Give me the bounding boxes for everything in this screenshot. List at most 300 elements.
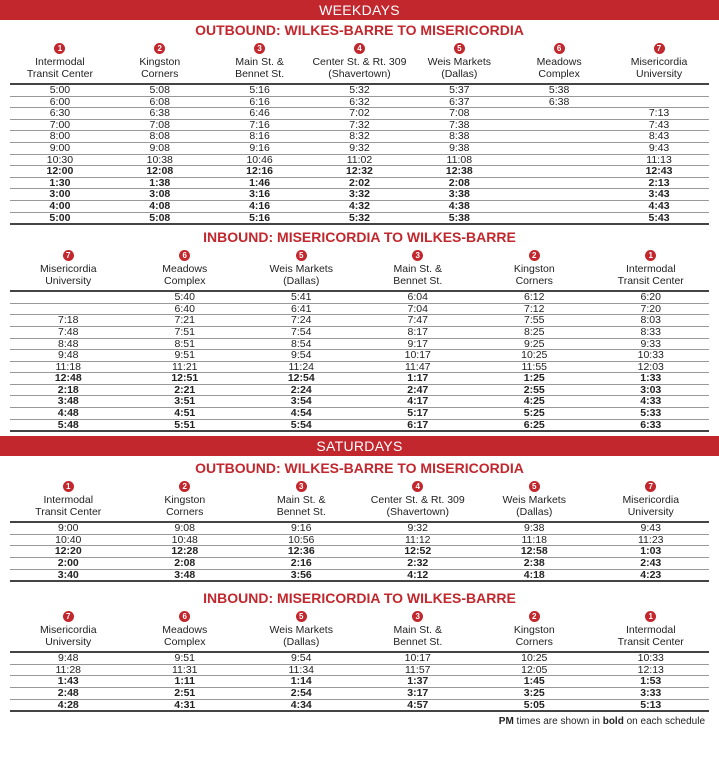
time-cell: 1:45 [476, 676, 593, 688]
time-cell: 10:48 [127, 534, 244, 546]
time-cell: 7:08 [409, 108, 509, 120]
time-cell: 11:18 [10, 361, 127, 373]
stop-name: Transit Center [26, 68, 93, 80]
time-cell: 12:13 [593, 664, 710, 676]
time-cell: 2:51 [127, 688, 244, 700]
time-cell: 9:08 [127, 522, 244, 534]
time-cell [609, 96, 709, 108]
time-cell: 8:08 [110, 131, 210, 143]
time-cell: 5:38 [409, 212, 509, 224]
stop-number-badge: 6 [179, 611, 190, 622]
stop-name: Center St. & Rt. 309 [312, 56, 407, 68]
stop-number-badge: 1 [54, 43, 65, 54]
time-cell: 1:30 [10, 177, 110, 189]
time-cell: 7:38 [409, 119, 509, 131]
schedule-table [10, 40, 709, 225]
time-cell: 5:43 [609, 212, 709, 224]
stop-name: (Dallas) [283, 275, 320, 288]
stop-header [360, 478, 477, 522]
time-cell: 11:55 [476, 361, 593, 373]
time-cell: 4:38 [409, 200, 509, 212]
time-cell: 2:08 [127, 558, 244, 570]
time-cell: 5:32 [310, 84, 410, 96]
table-row [10, 676, 709, 688]
time-cell: 1:03 [593, 546, 710, 558]
table-row [10, 142, 709, 154]
stop-name: Corners [141, 68, 179, 80]
stop-header [476, 478, 593, 522]
time-cell: 7:21 [127, 315, 244, 327]
time-cell: 3:54 [243, 396, 360, 408]
stop-number-badge: 5 [296, 611, 307, 622]
time-cell: 3:38 [409, 189, 509, 201]
time-cell: 4:43 [609, 200, 709, 212]
stop-name: Corners [515, 275, 553, 288]
stop-name: University [45, 636, 92, 649]
time-cell [509, 200, 609, 212]
time-cell: 12:16 [210, 166, 310, 178]
table-row [10, 558, 709, 570]
time-cell: 11:34 [243, 664, 360, 676]
stop-header [593, 247, 710, 291]
table-row [10, 96, 709, 108]
time-cell: 1:37 [360, 676, 477, 688]
time-cell [509, 119, 609, 131]
stop-number-badge: 6 [554, 43, 565, 54]
stop-header [509, 40, 609, 84]
time-cell: 7:54 [243, 326, 360, 338]
stop-name: Weis Markets [427, 56, 491, 68]
stop-header [409, 40, 509, 84]
time-cell: 6:17 [360, 419, 477, 431]
table-row [10, 177, 709, 189]
saturdays-banner: SATURDAYS [0, 436, 719, 456]
table-row [10, 154, 709, 166]
time-cell: 7:13 [609, 108, 709, 120]
time-cell: 7:24 [243, 315, 360, 327]
stop-header [127, 478, 244, 522]
time-cell: 11:23 [593, 534, 710, 546]
time-cell: 10:25 [476, 350, 593, 362]
time-cell: 4:31 [127, 699, 244, 711]
stop-number-badge: 3 [254, 43, 265, 54]
stop-number-badge: 2 [154, 43, 165, 54]
header-row [10, 40, 709, 84]
time-cell: 6:16 [210, 96, 310, 108]
stop-name: Center St. & Rt. 309 [370, 494, 465, 507]
table-row [10, 522, 709, 534]
time-cell: 7:20 [593, 303, 710, 315]
stop-name: Bennet St. [235, 68, 285, 80]
time-cell [509, 212, 609, 224]
time-cell: 7:12 [476, 303, 593, 315]
stop-number-badge: 5 [454, 43, 465, 54]
stop-name: (Shavertown) [328, 68, 391, 80]
stop-number-badge: 1 [63, 481, 74, 492]
time-cell: 7:00 [10, 119, 110, 131]
time-cell: 3:32 [310, 189, 410, 201]
time-cell: 10:40 [10, 534, 127, 546]
table-row [10, 688, 709, 700]
stop-name: Transit Center [617, 275, 684, 288]
time-cell: 2:43 [593, 558, 710, 570]
stop-header [243, 608, 360, 652]
time-cell: 8:16 [210, 131, 310, 143]
time-cell: 1:17 [360, 373, 477, 385]
stop-name: Intermodal [43, 494, 94, 507]
time-cell: 4:34 [243, 699, 360, 711]
stop-name: (Shavertown) [386, 506, 449, 519]
time-cell: 5:51 [127, 419, 244, 431]
footnote [0, 712, 719, 727]
time-cell: 6:00 [10, 96, 110, 108]
stop-number-badge: 7 [63, 250, 74, 261]
time-cell: 5:00 [10, 84, 110, 96]
time-cell: 3:17 [360, 688, 477, 700]
time-cell: 6:08 [110, 96, 210, 108]
stop-name: Bennet St. [393, 636, 443, 649]
stop-name: Complex [538, 68, 580, 80]
time-cell: 5:17 [360, 408, 477, 420]
time-cell: 2:18 [10, 384, 127, 396]
time-cell: 9:38 [409, 142, 509, 154]
table-row [10, 326, 709, 338]
time-cell: 3:56 [243, 569, 360, 581]
time-cell: 8:00 [10, 131, 110, 143]
stop-header [127, 608, 244, 652]
time-cell: 5:08 [110, 212, 210, 224]
time-cell: 2:08 [409, 177, 509, 189]
time-cell: 4:08 [110, 200, 210, 212]
time-cell: 4:33 [593, 396, 710, 408]
time-cell: 5:54 [243, 419, 360, 431]
stop-name: (Dallas) [283, 636, 320, 649]
time-cell: 7:43 [609, 119, 709, 131]
time-cell: 4:18 [476, 569, 593, 581]
table-row [10, 131, 709, 143]
time-cell: 6:20 [593, 291, 710, 303]
stop-header [593, 478, 710, 522]
time-cell: 7:16 [210, 119, 310, 131]
time-cell: 7:51 [127, 326, 244, 338]
table-row [10, 315, 709, 327]
stop-name: Intermodal [625, 263, 676, 276]
time-cell: 11:12 [360, 534, 477, 546]
footnote-text: on each schedule [623, 716, 705, 728]
time-cell [509, 154, 609, 166]
time-cell: 10:38 [110, 154, 210, 166]
time-cell: 9:51 [127, 350, 244, 362]
table-row [10, 166, 709, 178]
time-cell: 12:28 [127, 546, 244, 558]
stop-name: Kingston [513, 624, 555, 637]
stop-name: University [635, 68, 683, 80]
table-row [10, 84, 709, 96]
stop-name: Corners [166, 506, 204, 519]
time-cell: 6:25 [476, 419, 593, 431]
time-cell: 5:13 [593, 699, 710, 711]
stop-header [310, 40, 410, 84]
time-cell: 7:08 [110, 119, 210, 131]
stop-name: Misericordia [39, 263, 97, 276]
time-cell: 3:48 [10, 396, 127, 408]
time-cell: 9:54 [243, 350, 360, 362]
time-cell: 9:32 [310, 142, 410, 154]
stop-name: Main St. & [235, 56, 284, 68]
time-cell: 9:54 [243, 652, 360, 664]
schedule-table-saturday-inbound [10, 608, 709, 712]
stop-name: Bennet St. [393, 275, 443, 288]
time-cell: 12:32 [310, 166, 410, 178]
time-cell: 1:38 [110, 177, 210, 189]
time-cell: 9:33 [593, 338, 710, 350]
time-cell: 1:43 [10, 676, 127, 688]
time-cell: 12:43 [609, 166, 709, 178]
stop-header [476, 247, 593, 291]
time-cell: 2:21 [127, 384, 244, 396]
time-cell: 12:08 [110, 166, 210, 178]
table-row [10, 396, 709, 408]
time-cell: 5:08 [110, 84, 210, 96]
stop-number-badge: 6 [179, 250, 190, 261]
stop-number-badge: 7 [63, 611, 74, 622]
time-cell: 8:25 [476, 326, 593, 338]
table-row [10, 338, 709, 350]
stop-name: Bennet St. [276, 506, 326, 519]
time-cell: 9:32 [360, 522, 477, 534]
stop-header [476, 608, 593, 652]
time-cell: 11:24 [243, 361, 360, 373]
time-cell: 12:00 [10, 166, 110, 178]
time-cell: 2:16 [243, 558, 360, 570]
time-cell: 9:00 [10, 142, 110, 154]
stop-name: Weis Markets [502, 494, 566, 507]
time-cell: 3:16 [210, 189, 310, 201]
stop-number-badge: 2 [529, 611, 540, 622]
time-cell: 11:18 [476, 534, 593, 546]
time-cell: 9:00 [10, 522, 127, 534]
time-cell: 5:00 [10, 212, 110, 224]
time-cell: 9:17 [360, 338, 477, 350]
header-row [10, 247, 709, 291]
header-row [10, 608, 709, 652]
time-cell: 1:53 [593, 676, 710, 688]
stop-name: Intermodal [625, 624, 676, 637]
time-cell: 8:43 [609, 131, 709, 143]
time-cell: 10:17 [360, 652, 477, 664]
time-cell: 9:16 [210, 142, 310, 154]
stop-name: Intermodal [35, 56, 85, 68]
time-cell [10, 291, 127, 303]
time-cell: 11:21 [127, 361, 244, 373]
stop-name: Main St. & [277, 494, 326, 507]
stop-name: (Dallas) [441, 68, 478, 80]
stop-name: Meadows [162, 624, 208, 637]
stop-name: Meadows [536, 56, 582, 68]
table-row [10, 569, 709, 581]
time-cell: 7:32 [310, 119, 410, 131]
time-cell: 12:20 [10, 546, 127, 558]
time-cell [509, 166, 609, 178]
time-cell: 3:51 [127, 396, 244, 408]
stop-name: Weis Markets [269, 624, 333, 637]
stop-name: Transit Center [35, 506, 102, 519]
time-cell: 7:04 [360, 303, 477, 315]
time-cell [509, 131, 609, 143]
time-cell: 6:41 [243, 303, 360, 315]
time-cell: 9:48 [10, 652, 127, 664]
footnote-pm: PM [498, 716, 514, 728]
schedule-table [10, 247, 709, 432]
table-row [10, 699, 709, 711]
time-cell: 4:16 [210, 200, 310, 212]
time-cell: 9:38 [476, 522, 593, 534]
stop-name: Main St. & [393, 624, 442, 637]
time-cell: 1:14 [243, 676, 360, 688]
table-row [10, 108, 709, 120]
table-row [10, 384, 709, 396]
time-cell: 4:12 [360, 569, 477, 581]
time-cell: 5:25 [476, 408, 593, 420]
time-cell: 9:16 [243, 522, 360, 534]
time-cell: 4:23 [593, 569, 710, 581]
stop-name: Weis Markets [269, 263, 333, 276]
table-row [10, 534, 709, 546]
time-cell: 5:48 [10, 419, 127, 431]
time-cell [509, 177, 609, 189]
time-cell: 10:46 [210, 154, 310, 166]
time-cell: 6:46 [210, 108, 310, 120]
stop-header [360, 247, 477, 291]
table-row [10, 200, 709, 212]
stop-number-badge: 5 [296, 250, 307, 261]
stop-name: (Dallas) [516, 506, 553, 519]
stop-number-badge: 3 [412, 611, 423, 622]
stop-header [243, 247, 360, 291]
time-cell: 5:16 [210, 212, 310, 224]
weekdays-banner: WEEKDAYS [0, 0, 719, 20]
table-row [10, 373, 709, 385]
time-cell: 1:11 [127, 676, 244, 688]
time-cell: 1:33 [593, 373, 710, 385]
time-cell: 4:25 [476, 396, 593, 408]
time-cell: 2:54 [243, 688, 360, 700]
time-cell [10, 303, 127, 315]
time-cell: 1:25 [476, 373, 593, 385]
time-cell: 5:32 [310, 212, 410, 224]
time-cell: 11:31 [127, 664, 244, 676]
section-title: INBOUND: MISERICORDIA TO WILKES-BARRE [203, 229, 516, 246]
time-cell: 10:33 [593, 350, 710, 362]
stop-header [360, 608, 477, 652]
section-title: INBOUND: MISERICORDIA TO WILKES-BARRE [203, 590, 516, 607]
time-cell [509, 108, 609, 120]
stop-name: Misericordia [39, 624, 97, 637]
time-cell: 8:38 [409, 131, 509, 143]
table-row [10, 303, 709, 315]
time-cell: 2:00 [10, 558, 127, 570]
stop-header [110, 40, 210, 84]
table-row [10, 212, 709, 224]
time-cell: 12:58 [476, 546, 593, 558]
time-cell: 11:13 [609, 154, 709, 166]
stop-number-badge: 2 [529, 250, 540, 261]
time-cell: 3:25 [476, 688, 593, 700]
time-cell: 8:54 [243, 338, 360, 350]
time-cell: 7:02 [310, 108, 410, 120]
time-cell: 7:55 [476, 315, 593, 327]
time-cell: 2:24 [243, 384, 360, 396]
schedule-table [10, 608, 709, 712]
time-cell: 6:38 [509, 96, 609, 108]
table-row [10, 119, 709, 131]
time-cell: 2:13 [609, 177, 709, 189]
time-cell: 5:38 [509, 84, 609, 96]
stop-number-badge: 4 [412, 481, 423, 492]
time-cell: 5:41 [243, 291, 360, 303]
time-cell: 4:28 [10, 699, 127, 711]
footnote-bold: bold [602, 716, 624, 728]
time-cell [509, 189, 609, 201]
stop-header [10, 247, 127, 291]
stop-number-badge: 1 [645, 611, 656, 622]
time-cell: 10:56 [243, 534, 360, 546]
time-cell: 3:08 [110, 189, 210, 201]
stop-header [210, 40, 310, 84]
time-cell: 8:48 [10, 338, 127, 350]
time-cell: 5:40 [127, 291, 244, 303]
time-cell: 6:30 [10, 108, 110, 120]
stop-number-badge: 4 [354, 43, 365, 54]
stop-name: Main St. & [393, 263, 442, 276]
stop-name: Misericordia [630, 56, 688, 68]
time-cell: 5:16 [210, 84, 310, 96]
schedule-table [10, 478, 709, 582]
table-row [10, 664, 709, 676]
time-cell: 7:47 [360, 315, 477, 327]
stop-name: Kingston [139, 56, 181, 68]
schedule-table-saturday-outbound [10, 478, 709, 582]
time-cell: 2:55 [476, 384, 593, 396]
stop-number-badge: 7 [645, 481, 656, 492]
stop-header [10, 40, 110, 84]
time-cell: 6:04 [360, 291, 477, 303]
time-cell [509, 142, 609, 154]
stop-name: Meadows [162, 263, 208, 276]
stop-number-badge: 3 [412, 250, 423, 261]
stop-name: University [45, 275, 92, 288]
time-cell: 12:48 [10, 373, 127, 385]
time-cell: 11:28 [10, 664, 127, 676]
time-cell: 9:48 [10, 350, 127, 362]
section-title: OUTBOUND: WILKES-BARRE TO MISERICORDIA [195, 22, 524, 38]
stop-number-badge: 3 [296, 481, 307, 492]
stop-header [10, 608, 127, 652]
time-cell: 6:32 [310, 96, 410, 108]
time-cell: 9:43 [593, 522, 710, 534]
time-cell: 11:08 [409, 154, 509, 166]
stop-number-badge: 7 [654, 43, 665, 54]
table-row [10, 189, 709, 201]
time-cell: 6:38 [110, 108, 210, 120]
time-cell: 10:30 [10, 154, 110, 166]
time-cell: 4:00 [10, 200, 110, 212]
time-cell: 3:43 [609, 189, 709, 201]
table-row [10, 408, 709, 420]
table-row [10, 652, 709, 664]
time-cell: 8:03 [593, 315, 710, 327]
schedule-table-weekday-outbound [10, 40, 709, 225]
